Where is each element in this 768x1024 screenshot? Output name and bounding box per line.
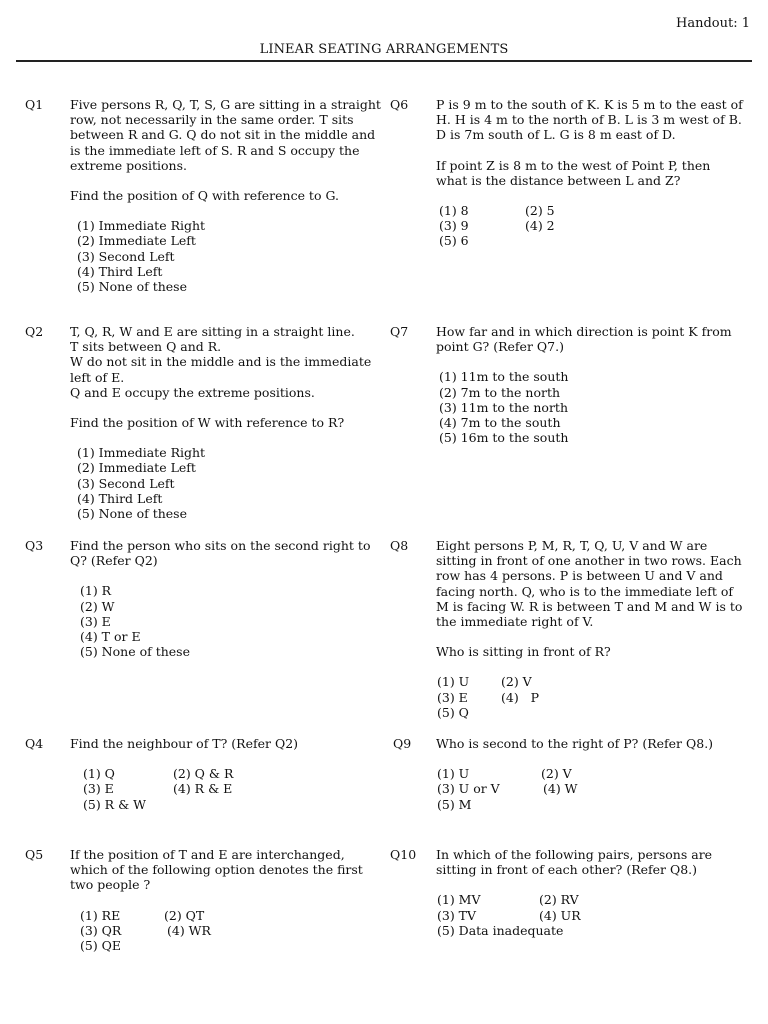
option: (5) 6	[439, 233, 469, 249]
question-number: Q5	[25, 847, 44, 862]
option: (2) W	[80, 598, 115, 614]
option: (1) U	[437, 766, 470, 782]
option: (3) E	[437, 689, 468, 705]
option: (2) V	[501, 674, 532, 690]
option: (2) QT	[164, 907, 205, 923]
option: (5) M	[437, 796, 472, 812]
question-text: Find the person who sits on the second right to Q? (Refer Q2)	[70, 538, 371, 569]
option: (4) W	[543, 781, 578, 797]
option: (4) UR	[539, 907, 581, 923]
question-prompt: Who is sitting in front of R?	[436, 644, 611, 660]
option: (2) 5	[525, 203, 555, 219]
option: (3) E	[80, 613, 111, 629]
option: (3) U or V	[437, 781, 500, 797]
question-text: Find the neighbour of T? (Refer Q2)	[70, 736, 299, 751]
option: (5) Q	[437, 704, 469, 720]
option: (1) MV	[437, 892, 481, 908]
option: (3) QR	[80, 922, 122, 938]
question-number: Q3	[25, 538, 44, 553]
page-title: LINEAR SEATING ARRANGEMENTS	[259, 42, 509, 57]
question-text: Eight persons P, M, R, T, Q, U, V and W are sitting in front of one another in two rows. Each row has 4 persons. P is between U and V and facing north. Q, who is to the immediate left of M is facing W. R is between T and M and W is to the immediate right of V.	[436, 538, 743, 630]
option: (1) Immediate Right	[77, 218, 206, 234]
option: (4) T or E	[80, 629, 141, 645]
option: (4) Third Left	[77, 490, 163, 506]
option: (2) RV	[539, 892, 579, 908]
question-text: Who is second to the right of P? (Refer Q8.)	[436, 736, 714, 751]
option: (3) E	[83, 781, 114, 797]
question-number: Q8	[390, 538, 409, 553]
question-text: P is 9 m to the south of K. K is 5 m to the east of H. H is 4 m to the north of B. L is 3 m west of B. D is 7m south of L. G is 8 m east of D.	[436, 97, 743, 143]
option: (5) QE	[80, 938, 122, 954]
option: (2) V	[541, 766, 572, 782]
option: (4) 2	[525, 218, 555, 234]
option: (1) 11m to the south	[439, 369, 569, 385]
option: (4) P	[501, 689, 540, 705]
option: (2) Q & R	[173, 766, 234, 782]
option: (2) 7m to the north	[439, 384, 561, 400]
option: (5) Data inadequate	[437, 922, 564, 938]
option: (1) Immediate Right	[77, 445, 206, 461]
option: (2) Immediate Left	[77, 233, 196, 249]
question-number: Q7	[390, 324, 409, 339]
question-text: Five persons R, Q, T, S, G are sitting in a straight row, not necessarily in the same order. T sits between R and G. Q do not sit in the middle and is the immediate left of S. R and S occupy the extreme positions.	[70, 97, 381, 173]
option: (5) None of these	[80, 644, 190, 660]
option: (2) Immediate Left	[77, 460, 196, 476]
question-prompt: Find the position of Q with reference to G.	[70, 188, 339, 204]
handout-number: Handout: 1	[676, 16, 750, 31]
option: (5) 16m to the south	[439, 430, 569, 446]
question-number: Q2	[25, 324, 44, 339]
option: (3) Second Left	[77, 475, 175, 491]
option: (4) 7m to the south	[439, 415, 561, 431]
question-number: Q4	[25, 736, 44, 751]
option: (1) R	[80, 583, 112, 599]
question-text: If the position of T and E are interchanged, which of the following option denotes the first two people ?	[70, 847, 363, 893]
option: (5) R & W	[83, 796, 147, 812]
question-text: In which of the following pairs, persons are sitting in front of each other? (Refer Q8.)	[436, 847, 713, 878]
question-number: Q6	[390, 97, 409, 112]
question-number: Q1	[25, 97, 44, 112]
title-divider	[16, 60, 752, 62]
question-text: T, Q, R, W and E are sitting in a straight line. T sits between Q and R. W do not sit in the middle and is the immediate left of E. Q and E occupy the extreme positions.	[70, 324, 372, 400]
option: (3) 11m to the north	[439, 399, 569, 415]
option: (4) WR	[167, 922, 211, 938]
question-prompt: If point Z is 8 m to the west of Point P, then what is the distance between L and Z?	[436, 157, 711, 188]
option: (4) Third Left	[77, 263, 163, 279]
option: (1) RE	[80, 907, 121, 923]
option: (3) 9	[439, 218, 469, 234]
option: (5) None of these	[77, 506, 187, 522]
option: (3) TV	[437, 907, 477, 923]
option: (3) Second Left	[77, 248, 175, 264]
option: (4) R & E	[173, 781, 233, 797]
option: (1) Q	[83, 766, 115, 782]
option: (1) U	[437, 674, 470, 690]
question-text: How far and in which direction is point K from point G? (Refer Q7.)	[436, 324, 732, 355]
question-number: Q10	[390, 847, 417, 862]
question-prompt: Find the position of W with reference to R?	[70, 415, 345, 431]
option: (1) 8	[439, 203, 469, 219]
option: (5) None of these	[77, 279, 187, 295]
question-number: Q9	[393, 736, 412, 751]
